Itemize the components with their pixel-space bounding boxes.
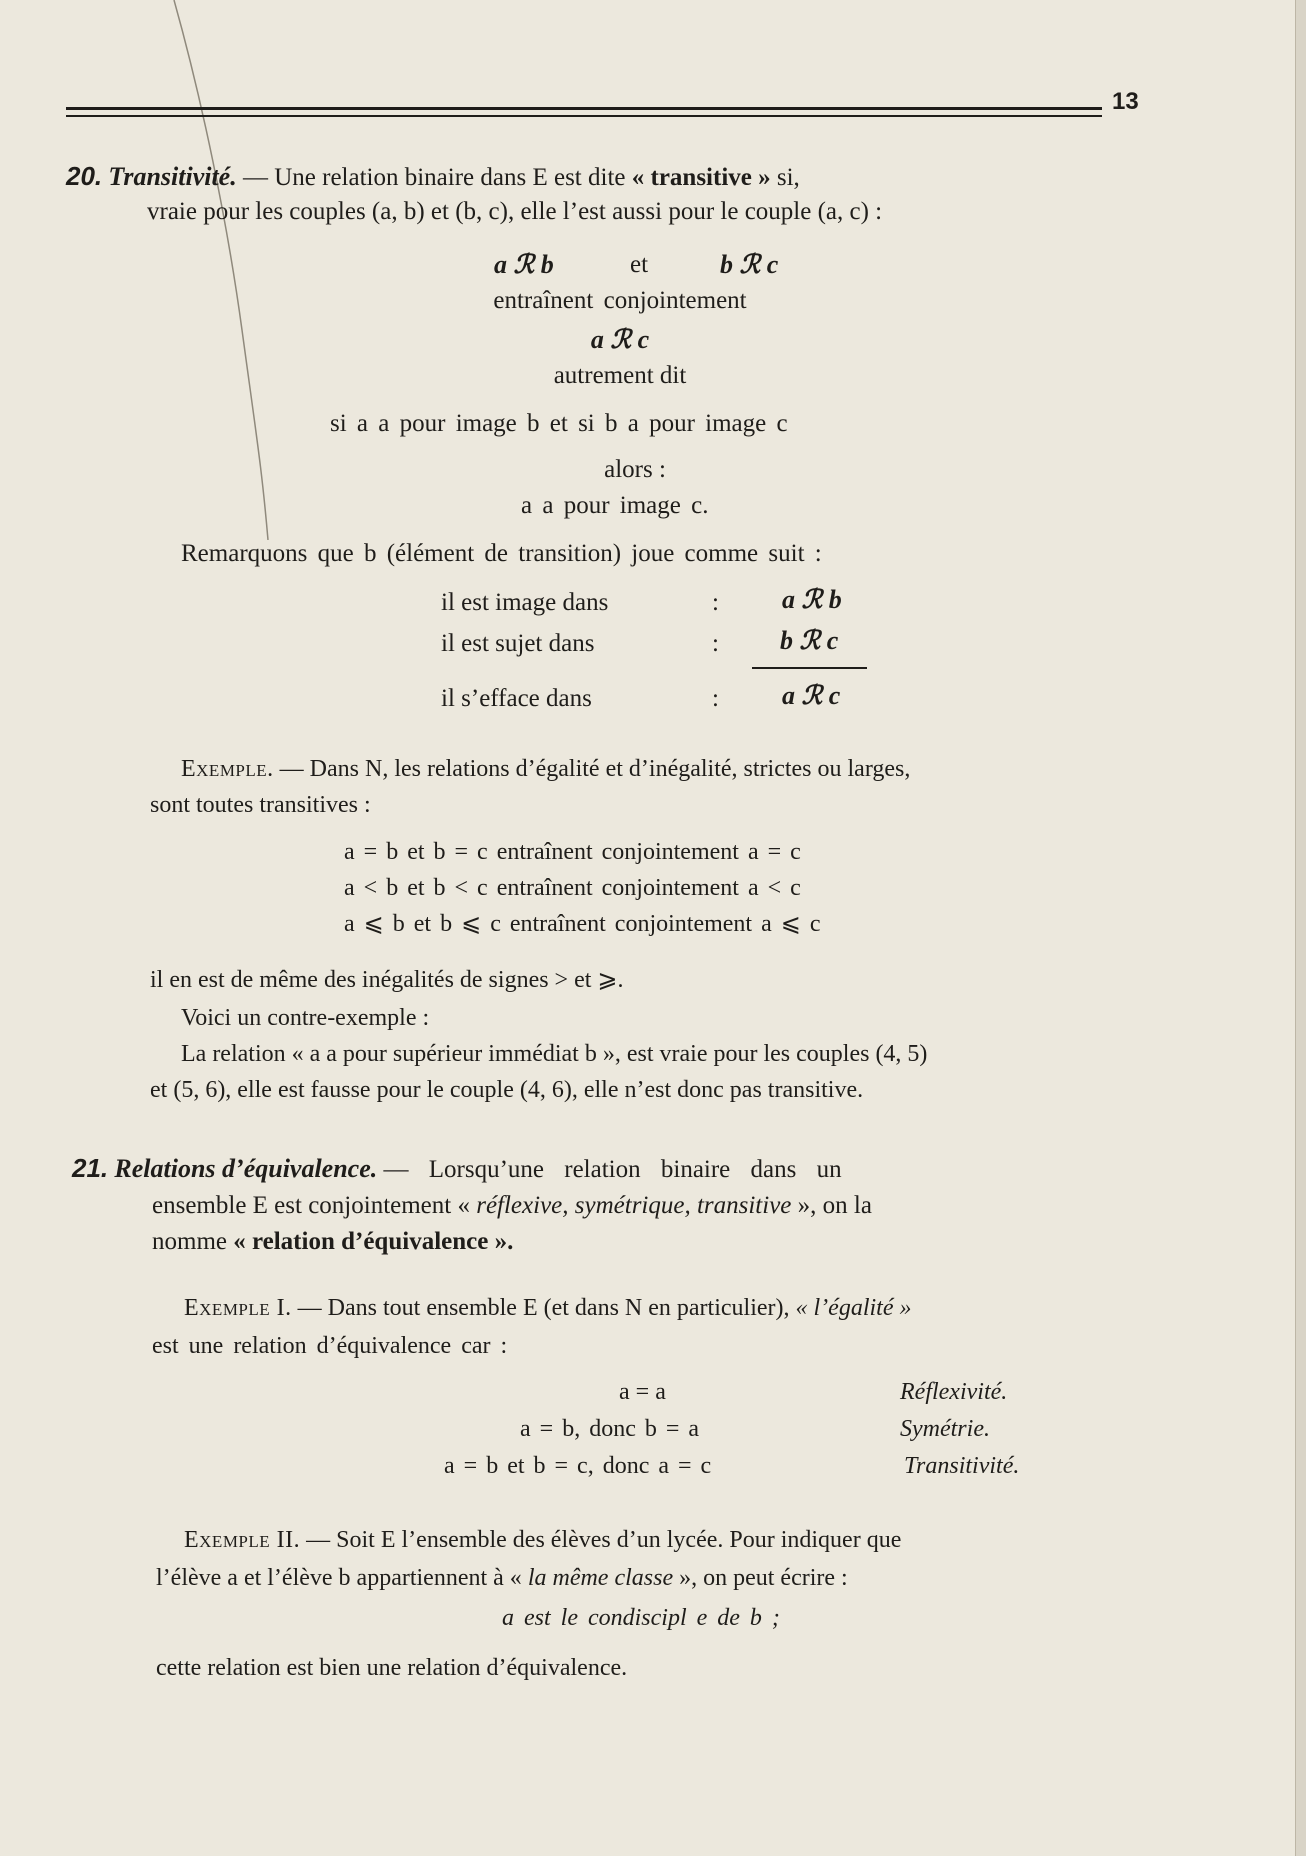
display-arc: a ℛ c bbox=[590, 325, 650, 354]
section-21-properties: réflexive, symétrique, transitive bbox=[476, 1192, 792, 1219]
example-2-text-b: », on peut écrire : bbox=[679, 1565, 848, 1591]
example-eq-2: a < b et b < c entraînent conjointement a < c bbox=[344, 875, 801, 901]
display-autrement: autrement dit bbox=[553, 362, 687, 389]
example-text: — Dans N, les relations d’égalité et d’inégalité, strictes ou larges, bbox=[279, 756, 911, 782]
example-eq-3: a ⩽ b et b ⩽ c entraînent conjointement a ⩽ c bbox=[344, 911, 821, 937]
table-colon-2: : bbox=[712, 630, 719, 657]
section-20-intro-2: vraie pour les couples (a, b) et (b, c), elle l’est aussi pour le couple (a, c) : bbox=[147, 198, 883, 225]
example-1-line-1 bbox=[184, 1292, 911, 1324]
table-colon-1: : bbox=[712, 589, 719, 616]
after-line-3: La relation « a a pour supérieur immédiat b », est vraie pour les couples (4, 5) bbox=[181, 1041, 928, 1067]
section-20-title: Transitivité. bbox=[108, 162, 237, 191]
display-si: si a a pour image b et si b a pour image c bbox=[330, 410, 788, 437]
table-value-2: b ℛ c bbox=[780, 626, 839, 655]
page-edge bbox=[1295, 0, 1306, 1856]
label-transitivite: Transitivité. bbox=[904, 1453, 1020, 1479]
display-et: et bbox=[630, 251, 649, 278]
table-label-3: il s’efface dans bbox=[441, 685, 592, 712]
example-2-text-a: l’élève a et l’élève b appartiennent à « bbox=[156, 1565, 522, 1591]
header-rule-thin bbox=[66, 115, 1102, 117]
label-symetrie: Symétrie. bbox=[900, 1416, 990, 1442]
section-21-number: 21. bbox=[72, 1153, 109, 1183]
after-line-1: il en est de même des inégalités de signes > et ⩾. bbox=[150, 967, 624, 993]
paper-crease bbox=[172, 0, 292, 540]
section-20-first-line bbox=[66, 160, 800, 194]
section-21-first-line bbox=[72, 1152, 842, 1186]
example-2-formula: a est le condiscipl e de b ; bbox=[502, 1605, 780, 1631]
after-line-2: Voici un contre-exemple : bbox=[181, 1005, 430, 1031]
display-image-c: a a pour image c. bbox=[521, 492, 709, 519]
eq-reflexivite: a = a bbox=[619, 1379, 666, 1405]
display-arb: a ℛ b bbox=[494, 250, 554, 279]
table-label-1: il est image dans bbox=[441, 589, 609, 616]
example-2-phrase: la même classe bbox=[527, 1565, 674, 1591]
section-21-text: ensemble E est conjointement « bbox=[152, 1192, 470, 1219]
term-relation-equivalence: « relation d’équivalence ». bbox=[233, 1228, 514, 1255]
section-21-line-3 bbox=[152, 1226, 513, 1258]
term-transitive: « transitive » bbox=[631, 164, 771, 191]
table-divider bbox=[752, 667, 867, 669]
after-line-4: et (5, 6), elle est fausse pour le couple (4, 6), elle n’est donc pas transitive. bbox=[150, 1077, 864, 1103]
display-brc: b ℛ c bbox=[720, 250, 779, 279]
example-2-conclusion: cette relation est bien une relation d’équivalence. bbox=[156, 1655, 628, 1681]
example-label: Exemple. bbox=[181, 756, 274, 782]
eq-symetrie: a = b, donc b = a bbox=[520, 1416, 700, 1442]
section-21-nomme: nomme bbox=[152, 1228, 227, 1255]
remark-line: Remarquons que b (élément de transition) joue comme suit : bbox=[181, 540, 822, 567]
example-1-quote: « l’égalité » bbox=[795, 1295, 912, 1321]
section-21-intro: — Lorsqu’une relation binaire dans un bbox=[383, 1156, 842, 1183]
example-eq-1: a = b et b = c entraînent conjointement a = c bbox=[344, 839, 801, 865]
example-1-label: Exemple I. bbox=[184, 1295, 292, 1321]
display-alors: alors : bbox=[604, 456, 666, 483]
example-2-line-1 bbox=[184, 1524, 901, 1556]
example-line-1 bbox=[181, 753, 910, 785]
section-20-intro: — Une relation binaire dans E est dite bbox=[242, 164, 626, 191]
example-2-text: — Soit E l’ensemble des élèves d’un lycée. Pour indiquer que bbox=[306, 1527, 902, 1553]
example-line-2: sont toutes transitives : bbox=[150, 792, 371, 818]
table-label-2: il est sujet dans bbox=[441, 630, 595, 657]
table-value-3: a ℛ c bbox=[782, 681, 841, 710]
eq-transitivite: a = b et b = c, donc a = c bbox=[444, 1453, 712, 1479]
example-2-line-2 bbox=[156, 1562, 848, 1594]
table-colon-3: : bbox=[712, 685, 719, 712]
section-21-title: Relations d’équivalence. bbox=[114, 1154, 378, 1183]
section-20-number: 20. bbox=[66, 161, 103, 191]
page-number: 13 bbox=[1112, 88, 1139, 115]
table-value-1: a ℛ b bbox=[782, 585, 842, 614]
header-rule bbox=[66, 107, 1102, 110]
section-21-line-2 bbox=[152, 1190, 872, 1222]
example-1-line-2: est une relation d’équivalence car : bbox=[152, 1333, 508, 1359]
label-reflexivite: Réflexivité. bbox=[900, 1379, 1008, 1405]
section-20-si: si, bbox=[776, 164, 800, 191]
example-1-text: — Dans tout ensemble E (et dans N en particulier), bbox=[297, 1295, 790, 1321]
display-entrainent: entraînent conjointement bbox=[493, 287, 747, 314]
section-21-text-end: », on la bbox=[797, 1192, 872, 1219]
example-2-label: Exemple II. bbox=[184, 1527, 301, 1553]
